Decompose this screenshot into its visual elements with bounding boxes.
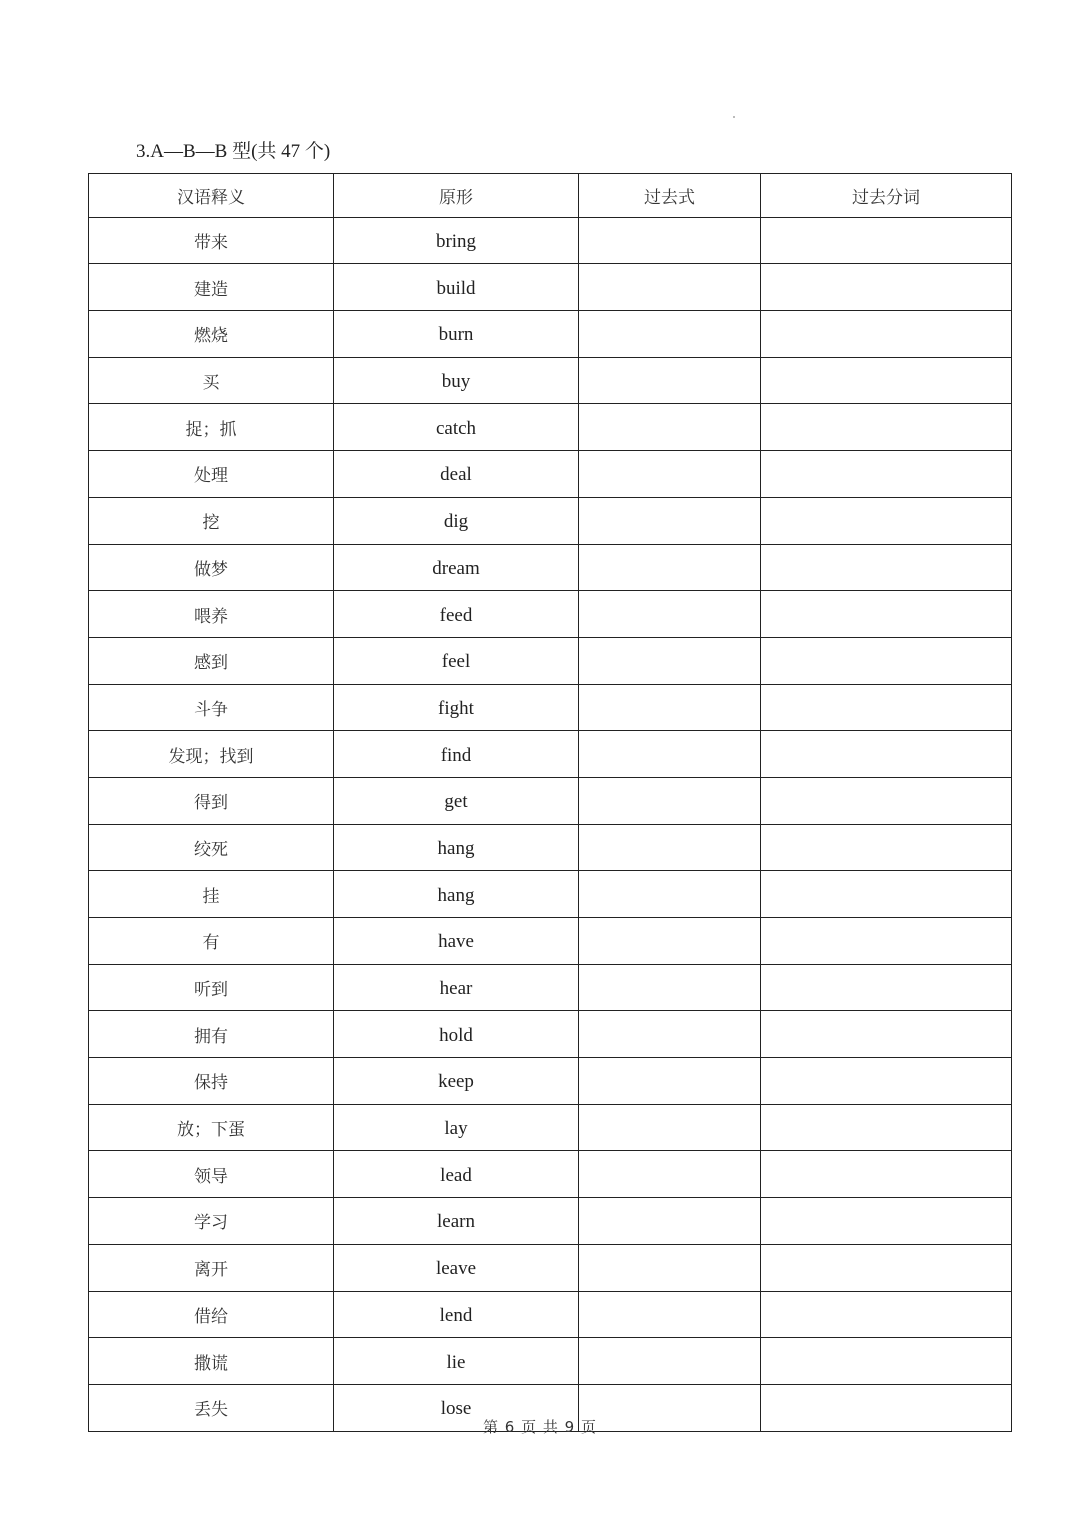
cell-past-tense-blank[interactable] xyxy=(579,637,761,684)
cell-past-participle-blank[interactable] xyxy=(761,1338,1012,1385)
cell-past-participle-blank[interactable] xyxy=(761,731,1012,778)
cell-past-participle-blank[interactable] xyxy=(761,311,1012,358)
cell-past-tense-blank[interactable] xyxy=(579,871,761,918)
cell-base-form: fight xyxy=(334,684,579,731)
cell-past-tense-blank[interactable] xyxy=(579,731,761,778)
cell-base-form: have xyxy=(334,918,579,965)
cell-past-participle-blank[interactable] xyxy=(761,777,1012,824)
table-row xyxy=(89,1104,1012,1151)
cell-meaning: 发现；找到 xyxy=(89,731,334,778)
cell-meaning: 挂 xyxy=(89,871,334,918)
table-row xyxy=(89,824,1012,871)
cell-past-participle-blank[interactable] xyxy=(761,1244,1012,1291)
table-row xyxy=(89,217,1012,264)
table-header-row xyxy=(89,174,1012,218)
cell-past-participle-blank[interactable] xyxy=(761,451,1012,498)
cell-past-participle-blank[interactable] xyxy=(761,637,1012,684)
cell-meaning: 拥有 xyxy=(89,1011,334,1058)
table-row xyxy=(89,1058,1012,1105)
table-row xyxy=(89,731,1012,778)
cell-past-participle-blank[interactable] xyxy=(761,264,1012,311)
cell-meaning: 绞死 xyxy=(89,824,334,871)
cell-past-tense-blank[interactable] xyxy=(579,497,761,544)
section-title: 3.A—B—B 型(共 47 个) xyxy=(136,141,331,162)
cell-past-tense-blank[interactable] xyxy=(579,311,761,358)
cell-past-participle-blank[interactable] xyxy=(761,1104,1012,1151)
cell-past-tense-blank[interactable] xyxy=(579,264,761,311)
cell-meaning: 买 xyxy=(89,357,334,404)
table-row xyxy=(89,684,1012,731)
cell-past-tense-blank[interactable] xyxy=(579,964,761,1011)
table-row xyxy=(89,1198,1012,1245)
table-row xyxy=(89,497,1012,544)
table-row xyxy=(89,918,1012,965)
cell-meaning: 挖 xyxy=(89,497,334,544)
header-past-participle: 过去分词 xyxy=(761,174,1012,218)
header-meaning: 汉语释义 xyxy=(89,174,334,218)
cell-meaning: 处理 xyxy=(89,451,334,498)
cell-past-participle-blank[interactable] xyxy=(761,357,1012,404)
cell-meaning: 丢失 xyxy=(89,1384,334,1431)
cell-base-form: find xyxy=(334,731,579,778)
cell-past-tense-blank[interactable] xyxy=(579,777,761,824)
cell-past-tense-blank[interactable] xyxy=(579,217,761,264)
cell-past-tense-blank[interactable] xyxy=(579,1011,761,1058)
cell-base-form: feel xyxy=(334,637,579,684)
cell-meaning: 撒谎 xyxy=(89,1338,334,1385)
cell-base-form: keep xyxy=(334,1058,579,1105)
cell-base-form: build xyxy=(334,264,579,311)
table-row xyxy=(89,871,1012,918)
cell-past-tense-blank[interactable] xyxy=(579,404,761,451)
table-row xyxy=(89,777,1012,824)
cell-base-form: lay xyxy=(334,1104,579,1151)
cell-base-form: get xyxy=(334,777,579,824)
table-row xyxy=(89,264,1012,311)
cell-past-participle-blank[interactable] xyxy=(761,1011,1012,1058)
cell-past-participle-blank[interactable] xyxy=(761,1291,1012,1338)
cell-past-participle-blank[interactable] xyxy=(761,871,1012,918)
cell-past-tense-blank[interactable] xyxy=(579,591,761,638)
cell-past-tense-blank[interactable] xyxy=(579,1198,761,1245)
table-row xyxy=(89,591,1012,638)
cell-meaning: 借给 xyxy=(89,1291,334,1338)
cell-meaning: 斗争 xyxy=(89,684,334,731)
cell-base-form: lead xyxy=(334,1151,579,1198)
cell-past-tense-blank[interactable] xyxy=(579,1338,761,1385)
cell-base-form: deal xyxy=(334,451,579,498)
table-body xyxy=(89,217,1012,1431)
cell-base-form: bring xyxy=(334,217,579,264)
header-past-tense: 过去式 xyxy=(579,174,761,218)
cell-base-form: buy xyxy=(334,357,579,404)
cell-past-participle-blank[interactable] xyxy=(761,1198,1012,1245)
table-row xyxy=(89,404,1012,451)
table-row xyxy=(89,1011,1012,1058)
cell-past-tense-blank[interactable] xyxy=(579,1291,761,1338)
table-row xyxy=(89,357,1012,404)
cell-base-form: dream xyxy=(334,544,579,591)
cell-meaning: 得到 xyxy=(89,777,334,824)
cell-past-participle-blank[interactable] xyxy=(761,591,1012,638)
cell-past-tense-blank[interactable] xyxy=(579,1151,761,1198)
cell-meaning: 学习 xyxy=(89,1198,334,1245)
cell-base-form: hear xyxy=(334,964,579,1011)
cell-past-tense-blank[interactable] xyxy=(579,1058,761,1105)
table-row xyxy=(89,544,1012,591)
cell-past-tense-blank[interactable] xyxy=(579,451,761,498)
cell-past-tense-blank[interactable] xyxy=(579,544,761,591)
cell-base-form: lie xyxy=(334,1338,579,1385)
page-number: 第 6 页 共 9 页 xyxy=(483,1418,597,1436)
table-row xyxy=(89,1291,1012,1338)
cell-meaning: 带来 xyxy=(89,217,334,264)
cell-meaning: 离开 xyxy=(89,1244,334,1291)
cell-meaning: 听到 xyxy=(89,964,334,1011)
cell-base-form: learn xyxy=(334,1198,579,1245)
cell-past-tense-blank[interactable] xyxy=(579,684,761,731)
cell-meaning: 领导 xyxy=(89,1151,334,1198)
cell-meaning: 喂养 xyxy=(89,591,334,638)
cell-past-participle-blank[interactable] xyxy=(761,217,1012,264)
table-row xyxy=(89,1338,1012,1385)
cell-base-form: hang xyxy=(334,871,579,918)
cell-past-participle-blank[interactable] xyxy=(761,824,1012,871)
cell-base-form: hang xyxy=(334,824,579,871)
table-row xyxy=(89,311,1012,358)
cell-past-tense-blank[interactable] xyxy=(579,918,761,965)
cell-past-tense-blank[interactable] xyxy=(579,357,761,404)
verb-table xyxy=(88,173,1012,1432)
cell-meaning: 放；下蛋 xyxy=(89,1104,334,1151)
cell-past-participle-blank[interactable] xyxy=(761,684,1012,731)
cell-past-participle-blank[interactable] xyxy=(761,497,1012,544)
cell-base-form: lose xyxy=(334,1384,579,1431)
cell-meaning: 做梦 xyxy=(89,544,334,591)
table-row xyxy=(89,1244,1012,1291)
cell-base-form: lend xyxy=(334,1291,579,1338)
header-base-form: 原形 xyxy=(334,174,579,218)
cell-past-tense-blank[interactable] xyxy=(579,1244,761,1291)
table-row xyxy=(89,964,1012,1011)
table-row xyxy=(89,451,1012,498)
cell-base-form: dig xyxy=(334,497,579,544)
cell-past-participle-blank[interactable] xyxy=(761,1151,1012,1198)
cell-meaning: 感到 xyxy=(89,637,334,684)
cell-past-participle-blank[interactable] xyxy=(761,544,1012,591)
cell-base-form: catch xyxy=(334,404,579,451)
cell-past-participle-blank[interactable] xyxy=(761,964,1012,1011)
cell-meaning: 燃烧 xyxy=(89,311,334,358)
cell-meaning: 保持 xyxy=(89,1058,334,1105)
cell-past-tense-blank[interactable] xyxy=(579,824,761,871)
cell-base-form: burn xyxy=(334,311,579,358)
cell-past-participle-blank[interactable] xyxy=(761,404,1012,451)
table-row xyxy=(89,1151,1012,1198)
cell-meaning: 有 xyxy=(89,918,334,965)
cell-meaning: 建造 xyxy=(89,264,334,311)
cell-base-form: feed xyxy=(334,591,579,638)
cell-meaning: 捉；抓 xyxy=(89,404,334,451)
cell-past-participle-blank[interactable] xyxy=(761,918,1012,965)
stray-dot xyxy=(733,116,735,118)
cell-past-participle-blank[interactable] xyxy=(761,1058,1012,1105)
table-row xyxy=(89,637,1012,684)
cell-base-form: hold xyxy=(334,1011,579,1058)
cell-past-tense-blank[interactable] xyxy=(579,1104,761,1151)
cell-base-form: leave xyxy=(334,1244,579,1291)
